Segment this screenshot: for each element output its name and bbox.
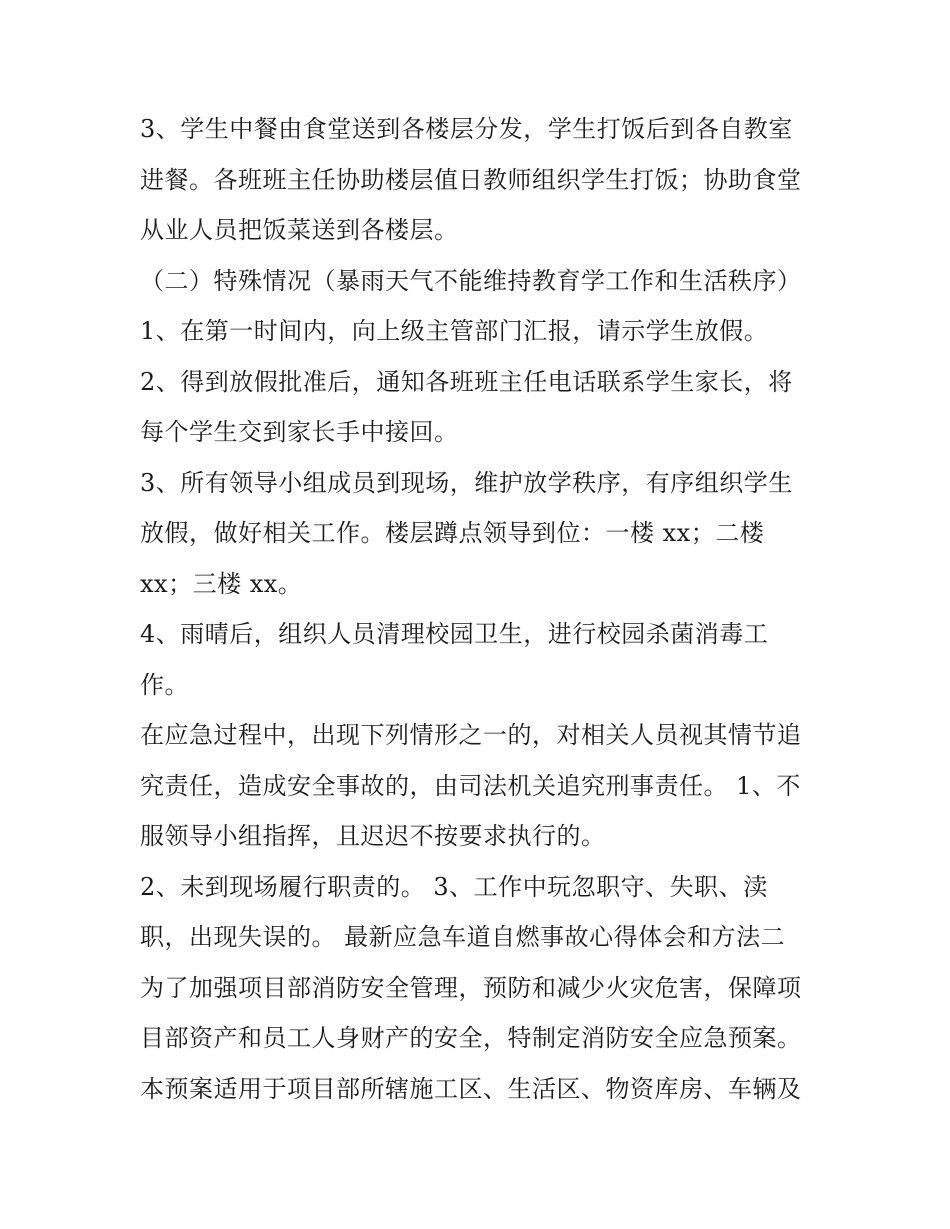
document-body <box>140 104 820 1114</box>
text-line: 在应急过程中，出现下列情形之一的，对相关人员视其情节追 <box>140 721 802 749</box>
text-line: 从业人员把饭菜送到各楼层。 <box>140 216 459 244</box>
text-line: xx；三楼 xx。 <box>140 569 303 598</box>
text-line: 4、雨晴后，组织人员清理校园卫生，进行校园杀菌消毒工 <box>140 620 769 648</box>
text-line: 为了加强项目部消防安全管理，预防和减少火灾危害，保障项 <box>140 973 802 1002</box>
section-heading: （二）特殊情况（暴雨天气不能维持教育学工作和生活秩序） <box>140 266 802 295</box>
text-line: 目部资产和员工人身财产的安全，特制定消防安全应急预案。 <box>140 1024 802 1052</box>
text-line: 1、在第一时间内，向上级主管部门汇报，请示学生放假。 <box>140 317 769 345</box>
text-line: 职，出现失误的。 最新应急车道自燃事故心得体会和方法二 <box>140 923 786 951</box>
text-line: 本预案适用于项目部所辖施工区、生活区、物资库房、车辆及 <box>140 1074 802 1103</box>
text-line: 服领导小组指挥，且迟迟不按要求执行的。 <box>140 822 606 850</box>
text-line: 放假，做好相关工作。楼层蹲点领导到位：一楼 xx；二楼 <box>140 519 765 547</box>
text-line: 究责任，造成安全事故的，由司法机关追究刑事责任。 1、不 <box>140 771 801 800</box>
text-line: 作。 <box>140 670 189 699</box>
text-line: 3、学生中餐由食堂送到各楼层分发，学生打饭后到各自教室 <box>140 115 793 143</box>
text-line: 每个学生交到家长手中接回。 <box>140 418 459 446</box>
text-line: 2、未到现场履行职责的。 3、工作中玩忽职守、失职、渎 <box>140 872 768 901</box>
text-line: 进餐。各班班主任协助楼层值日教师组织学生打饭；协助食堂 <box>140 165 802 194</box>
text-line: 3、所有领导小组成员到现场，维护放学秩序，有序组织学生 <box>140 468 793 497</box>
text-line: 2、得到放假批准后，通知各班班主任电话联系学生家长，将 <box>140 367 793 396</box>
